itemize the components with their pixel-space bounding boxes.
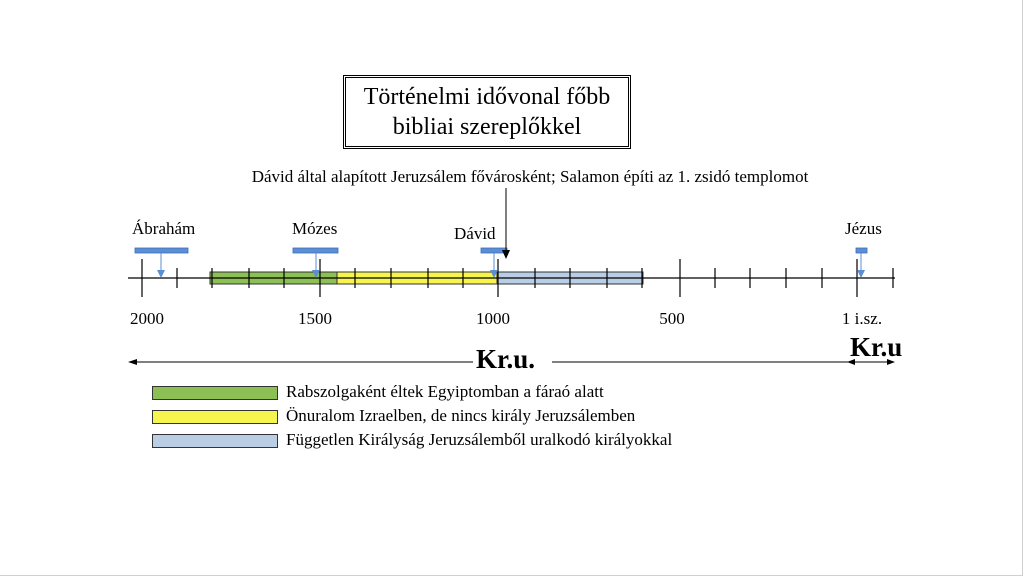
person-label-abraham: Ábrahám	[132, 219, 196, 238]
person-label-david: Dávid	[454, 224, 496, 243]
david-annotation: Dávid által alapított Jeruzsálem fővárosként; Salamon építi az 1. zsidó templomot	[251, 167, 809, 186]
person-label-jezus: Jézus	[845, 219, 882, 238]
marker-jezus	[856, 248, 867, 278]
era-label-ad: Kr.u	[850, 332, 903, 362]
era-label-bc: Kr.u.	[476, 344, 536, 374]
title-line-1: Történelmi idővonal főbb	[363, 84, 611, 110]
title-line-2: bibliai szereplőkkel	[392, 114, 582, 140]
marker-abraham	[135, 248, 188, 278]
axis-label-2000: 2000	[130, 309, 164, 328]
legend-label: Rabszolgaként éltek Egyiptomban a fáraó alatt	[286, 382, 604, 401]
legend-swatch-green	[152, 386, 278, 400]
axis-label-1-isz: 1 i.sz.	[841, 309, 883, 328]
axis-label-1000: 1000	[476, 309, 510, 328]
legend-label: Önuralom Izraelben, de nincs király Jeruzsálemben	[286, 406, 636, 425]
person-label-mozes: Mózes	[292, 219, 338, 238]
legend-swatch-yellow	[152, 410, 278, 424]
legend-label: Független Királyság Jeruzsálemből uralkodó királyokkal	[286, 430, 673, 449]
axis-label-1500: 1500	[298, 309, 332, 328]
legend-swatch-blue	[152, 434, 278, 448]
axis-label-500: 500	[659, 309, 685, 328]
